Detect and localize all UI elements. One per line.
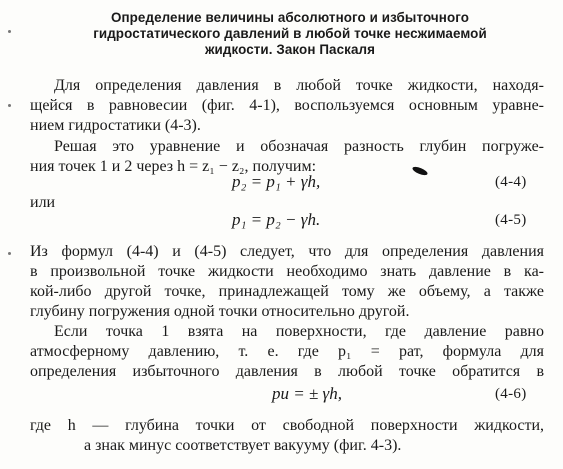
section-heading-line-3: жидкости. Закон Паскаля [204, 42, 376, 57]
equation-4-5-number: (4-5) [495, 212, 527, 228]
scan-speck [8, 30, 11, 33]
paragraph-2-line: Решая это уравнение и обозначая разность глубин погруже- [54, 138, 544, 155]
definition-line: а знак минус соответствует вакууму (фиг. 4-3). [84, 437, 402, 454]
equation-4-5: p₁ = p₂ − γh. [232, 210, 321, 229]
paragraph-4-line: Если точка 1 взята на поверхности, где давление равно [54, 323, 544, 340]
connector-word: или [30, 194, 56, 211]
paragraph-3-line: глубину погружения одной точки относительно другой. [30, 303, 410, 320]
scan-speck [8, 252, 11, 255]
paragraph-1-line: Для определения давления в любой точке жидкости, находя- [54, 77, 544, 94]
equation-4-4: p₂ = p₁ + γh, [232, 172, 321, 191]
equation-4-4-number: (4-4) [495, 174, 527, 190]
paragraph-1-line: нием гидростатики (4-3). [30, 117, 201, 134]
paragraph-4-line: определения избыточного давления в любой точке обратится в [30, 363, 544, 380]
paragraph-3-line: Из формул (4-4) и (4-5) следует, что для определения давления [30, 243, 544, 260]
equation-4-6: pи = ± γh, [272, 384, 343, 403]
equation-4-6-number: (4-6) [495, 386, 527, 402]
definition-line: где h — глубина точки от свободной поверхности жидкости, [30, 417, 544, 434]
scan-speck [8, 104, 11, 107]
section-heading-line-2: гидростатического давлений в любой точке несжимаемой [93, 26, 487, 41]
section-heading-line-1: Определение величины абсолютного и избыточного [110, 10, 470, 25]
paragraph-3-line: в произвольной точке жидкости необходимо знать давление в ка- [30, 263, 544, 280]
paragraph-4-line: атмосферному давлению, т. е. где p₁ = pат, формула для [30, 343, 544, 360]
paragraph-1-line: щейся в равновесии (фиг. 4-1), воспользуемся основным уравне- [30, 97, 544, 114]
paragraph-3-line: кой-либо другой точке, принадлежащей тому же объему, а также [30, 283, 544, 300]
paragraph-2-line: ния точек 1 и 2 через h = z₁ − z₂, получим: [30, 158, 317, 175]
ink-blot [411, 165, 428, 177]
